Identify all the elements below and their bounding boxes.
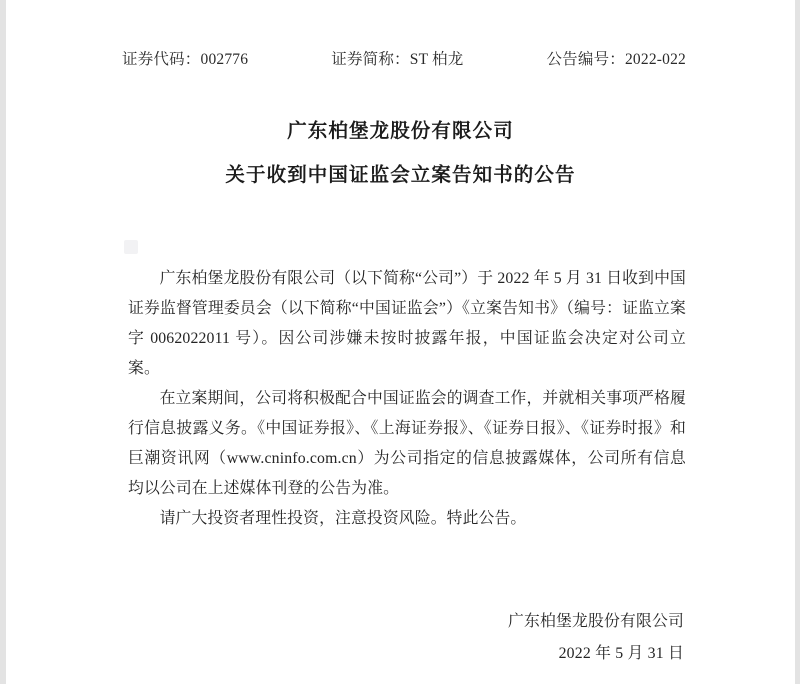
- stock-short-name: 证券简称：ST 柏龙: [331, 51, 464, 68]
- body-paragraph-2: 在立案期间，公司将积极配合中国证监会的调查工作，并就相关事项严格履行信息披露义务。《中国证券报》、《上海证券报》、《证券日报》、《证券时报》和巨潮资讯网（www.cninfo.com.cn）为公司指定的信息披露媒体，公司所有信息均以公司在上述媒体刊登的公告为准。: [128, 390, 686, 497]
- document-header: [122, 47, 686, 69]
- document-title: [6, 110, 795, 198]
- signature-block: [128, 606, 686, 670]
- document-page: [6, 0, 795, 684]
- title-company-name: 广东柏堡龙股份有限公司: [287, 121, 514, 142]
- body-paragraph-1: 广东柏堡龙股份有限公司（以下简称“公司”）于 2022 年 5 月 31 日收到中国证券监督管理委员会（以下简称“中国证监会”）《立案告知书》（编号：证监立案字 0062022011 号）。因公司涉嫌未按时披露年报，中国证监会决定对公司立案。: [128, 270, 686, 377]
- announcement-number: 公告编号：2022-022: [546, 51, 686, 68]
- scan-artifact: [124, 240, 138, 254]
- signature-company: 广东柏堡龙股份有限公司: [508, 613, 684, 630]
- body-paragraph-3: 请广大投资者理性投资，注意投资风险。特此公告。: [159, 510, 527, 527]
- stock-code: 证券代码：002776: [122, 51, 249, 68]
- title-subject: 关于收到中国证监会立案告知书的公告: [225, 165, 576, 186]
- signature-date: 2022 年 5 月 31 日: [558, 645, 684, 662]
- document-body: [128, 264, 686, 534]
